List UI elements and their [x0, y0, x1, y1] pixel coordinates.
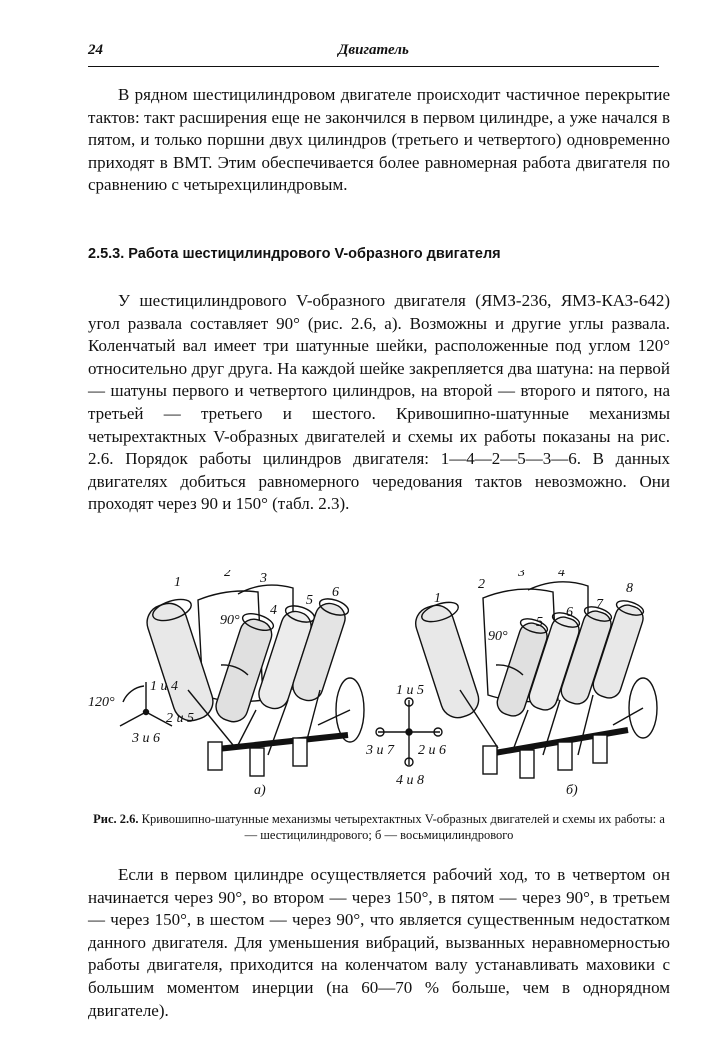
v6-sublabel: а) [254, 783, 266, 798]
v8-cyl-label-6: 6 [566, 605, 573, 620]
v8-sublabel: б) [566, 783, 578, 798]
figure-drawing [88, 570, 670, 805]
page-number: 24 [88, 42, 103, 58]
v8-cyl-label-1: 1 [434, 591, 441, 606]
paragraph-inline-engine: В рядном шестицилиндровом двигателе происходит частичное перекрытие тактов: такт расширения еще не закончился в первом цилиндре, а уже начался в пятом, и только поршни двух цилиндров (третьего и четвертого) одновременно приходят в ВМТ. Этим обеспечивается более равномерная работа двигателя по сравнению с четырехцилиндровым. [88, 85, 670, 195]
caption-text: Кривошипно-шатунные механизмы четырехтактных V-образных двигателей и схемы их работы: а — шестицилиндрового; б — восьмицилиндрового [138, 812, 665, 842]
v8-crank-label-3-7: 3 и 7 [366, 743, 394, 758]
running-title: Двигатель [338, 42, 409, 58]
v6-crank-label-3-6: 3 и 6 [132, 731, 160, 746]
v8-cyl-label-5: 5 [536, 615, 543, 630]
v6-crank-angle-label: 120° [88, 695, 115, 710]
v8-mechanism [411, 582, 657, 778]
v6-cyl-label-6: 6 [332, 585, 339, 600]
v6-crank-label-2-5: 2 и 5 [166, 711, 194, 726]
v6-cyl-label-5: 5 [306, 593, 313, 608]
v6-cyl-label-3: 3 [260, 571, 267, 586]
v8-crank-label-4-8: 4 и 8 [396, 773, 424, 788]
v8-cyl-label-2: 2 [478, 577, 485, 592]
v6-v-angle-label: 90° [220, 613, 240, 628]
figure-caption [88, 811, 670, 843]
v8-cyl-label-7: 7 [596, 597, 603, 612]
caption-label: Рис. 2.6. [93, 812, 139, 826]
v6-crank-label-1-4: 1 и 4 [150, 679, 178, 694]
v8-cyl-label-4: 4 [558, 570, 565, 580]
v6-cyl-label-4: 4 [270, 603, 277, 618]
v8-v-angle-label: 90° [488, 629, 508, 644]
paragraph-v6-engine: У шестицилиндрового V-образного двигателя (ЯМЗ-236, ЯМЗ-КАЗ-642) угол развала составляет 90° (рис. 2.6, а). Возможны и другие углы развала. Коленчатый вал имеет три шатунные шейки, расположенные под углом 120° относительно друг друга. На каждой шейке закрепляется два шатуна: на первой — шатуны первого и четвертого цилиндров, на второй — второго и пятого, на третьей — третьего и шестого. Кривошипно-шатунные механизмы четырехтактных V-образных двигателей и схемы их работы показаны на рис. 2.6. Порядок работы цилиндров двигателя: 1—4—2—5—3—6. В данных двигателях добиться равномерного чередования тактов невозможно. Они проходят через 90 и 150° (табл. 2.3). [88, 291, 670, 514]
v8-crank-label-1-5: 1 и 5 [396, 683, 424, 698]
v8-crank-label-2-6: 2 и 6 [418, 743, 446, 758]
v8-cyl-label-8: 8 [626, 581, 633, 596]
v8-cyl-label-3: 3 [518, 570, 525, 580]
page-header [88, 42, 659, 67]
v6-cyl-label-1: 1 [174, 575, 181, 590]
v6-cyl-label-2: 2 [224, 570, 231, 580]
figure-2-6 [88, 570, 670, 805]
paragraph-firing-intervals: Если в первом цилиндре осуществляется рабочий ход, то в четвертом он начинается через 90°, во втором — через 150°, в пятом — через 90°, в третьем — через 150°, в шестом — через 90°, что является существенным недостатком данного двигателя. Для уменьшения вибраций, вызванных неравномерностью работы двигателя, приходится на коленчатом валу устанавливать маховики с большим моментом инерции (на 60—70 % больше, чем в однорядном двигателе). [88, 865, 670, 1020]
section-heading: 2.5.3. Работа шестицилиндрового V-образного двигателя [88, 246, 501, 262]
